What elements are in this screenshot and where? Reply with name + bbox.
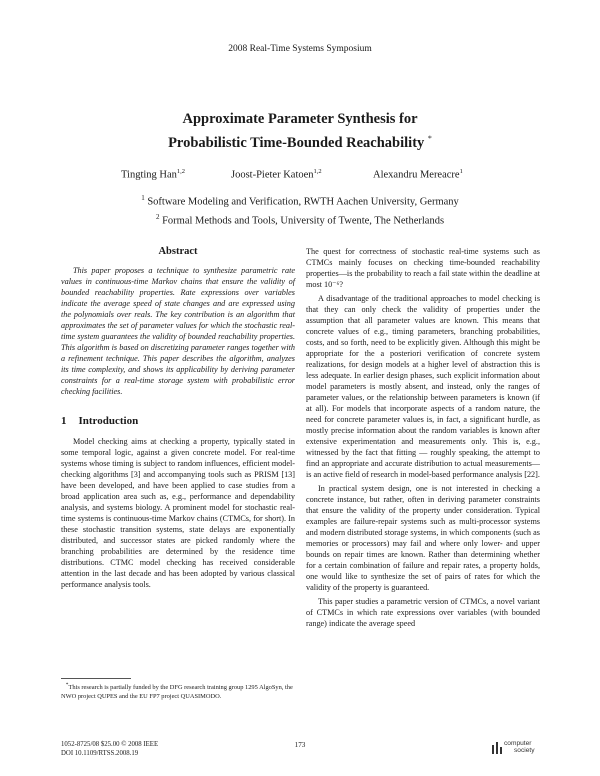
- right-paragraph-3: This paper studies a parametric version of CTMCs, a novel variant of CTMCs in which rate expressions over variables (with bounded range) indicate the average speed: [306, 597, 540, 628]
- left-column: [61, 246, 295, 590]
- intro-paragraph-1: Model checking aims at checking a property, typically stated in some temporal logic, against a given concrete model. For real-time systems whose timing is subject to random influences, efficient model-checking algorithms [3] and accompanying tools such as PRISM [13] have been developed, and have been applied to case studies from a broad application area such as, e.g., performance and dependability analysis, and systems biology. A prominent model for stochastic real-time systems is continuous-time Markov chains (CTMCs, for short). In these stochastic transition systems, state delays are exponentially distributed, and successor states are picked randomly where the branching probabilities are determined by the residence time distributions. CTMC model checking has received considerable attention in the last decade and has been adopted by various classical performance analysis tools.: [61, 437, 295, 589]
- abstract-text: This paper proposes a technique to synthesize parametric rate values in continuous-time Markov chains that ensure the validity of bounded reachability properties. Rate expressions over variables indicate the average speed of state changes and are expressed using the polynomials over reals. The key contribution is an algorithm that approximates the set of parameter values for which the stochastic real-time system guarantees the validity of bounded reachability properties. This algorithm is based on discretizing parameter ranges together with a refinement technique. This paper describes the algorithm, analyzes its time complexity, and shows its applicability by deriving parameter constraints for a real-time storage system with probabilistic error checking facilities.: [61, 266, 295, 396]
- right-paragraph-1: A disadvantage of the traditional approaches to model checking is that they can only check the validity of properties under the assumption that all parameter values are known. This means that concrete values of e.g., timing parameters, branching probabilities, costs, and so forth, need to be explicitly given. Although this might be appropriate for the a posteriori verification of concrete system realizations, for design models at a higher level of abstraction this is less adequate. In earlier design phases, such explicit information about model parameters is mostly absent, and instead, only the ranges of parameter values, or the relationship between parameters is known (if at all). For models that incorporate aspects of a random nature, the need for concrete parameter values is, in fact, a significant hurdle, as mostly precise information about the random variables is known after extensive experimentation and measurements only. This is, e.g., witnessed by the fact that fitting — roughly speaking, the attempt to find an appropriate and accurate distribution to actual measurements— is an active field of research in model-based performance analysis [22].: [306, 294, 540, 479]
- title-footnote-mark: *: [427, 134, 432, 143]
- conference-header: 2008 Real-Time Systems Symposium: [228, 44, 372, 54]
- page-number: 173: [294, 741, 306, 749]
- footnote: *This research is partially funded by the DFG research training group 1295 AlgoSyn, the NWO project QUPES and the EU FP7 project QUASIMODO.: [61, 682, 293, 700]
- computer-society-mark-icon: [492, 740, 502, 754]
- right-column: [306, 246, 540, 629]
- author-3: Alexandru Mereacre$^1$: [373, 168, 463, 181]
- abstract-heading: Abstract: [158, 246, 198, 257]
- affiliations: [0, 191, 600, 228]
- right-paragraph-2: In practical system design, one is not interested in checking a concrete instance, but rather, often in deriving parameter constraints that ensure the validity of the property under consideration. Typical examples are failure-repair systems such as multi-processor systems and modern distributed storage systems, in which components (such as memories or processors) may fail and where only lower- and upper bounds on repair times are known. Rather than determining whether for a certain combination of failure and repair rates, a property holds, one would like to synthesize the set of pairs of rates for which the validity of the property is guaranteed.: [306, 484, 540, 592]
- computer-society-logo: [492, 738, 548, 758]
- affiliation-2: $^2$ Formal Methods and Tools, University of Twente, The Netherlands: [155, 212, 445, 226]
- author-1: Tingting Han$^{1,2}$: [121, 168, 186, 181]
- right-paragraph-0: The quest for correctness of stochastic real-time systems such as CTMCs mainly focuses on checking time-bounded reachability properties—is the probability to reach a fail state within the deadline at most 10⁻⁶?: [306, 247, 540, 289]
- paper-title: [0, 110, 600, 153]
- title-line-1: Approximate Parameter Synthesis for: [182, 111, 418, 127]
- section-heading-introduction: 1 Introduction: [61, 415, 139, 427]
- footnote-rule: [61, 678, 131, 679]
- author-2: Joost-Pieter Katoen$^{1,2}$: [231, 168, 322, 181]
- title-line-2: Probabilistic Time-Bounded Reachability *: [168, 134, 432, 151]
- footer-copyright: 1052-8725/08 $25.00 © 2008 IEEE: [61, 741, 159, 748]
- affiliation-1: $^1$ Software Modeling and Verification, RWTH Aachen University, Germany: [141, 194, 459, 208]
- logo-text: computer society: [504, 740, 535, 754]
- author-list: [0, 168, 600, 182]
- footer-doi: DOI 10.1109/RTSS.2008.19: [61, 749, 139, 757]
